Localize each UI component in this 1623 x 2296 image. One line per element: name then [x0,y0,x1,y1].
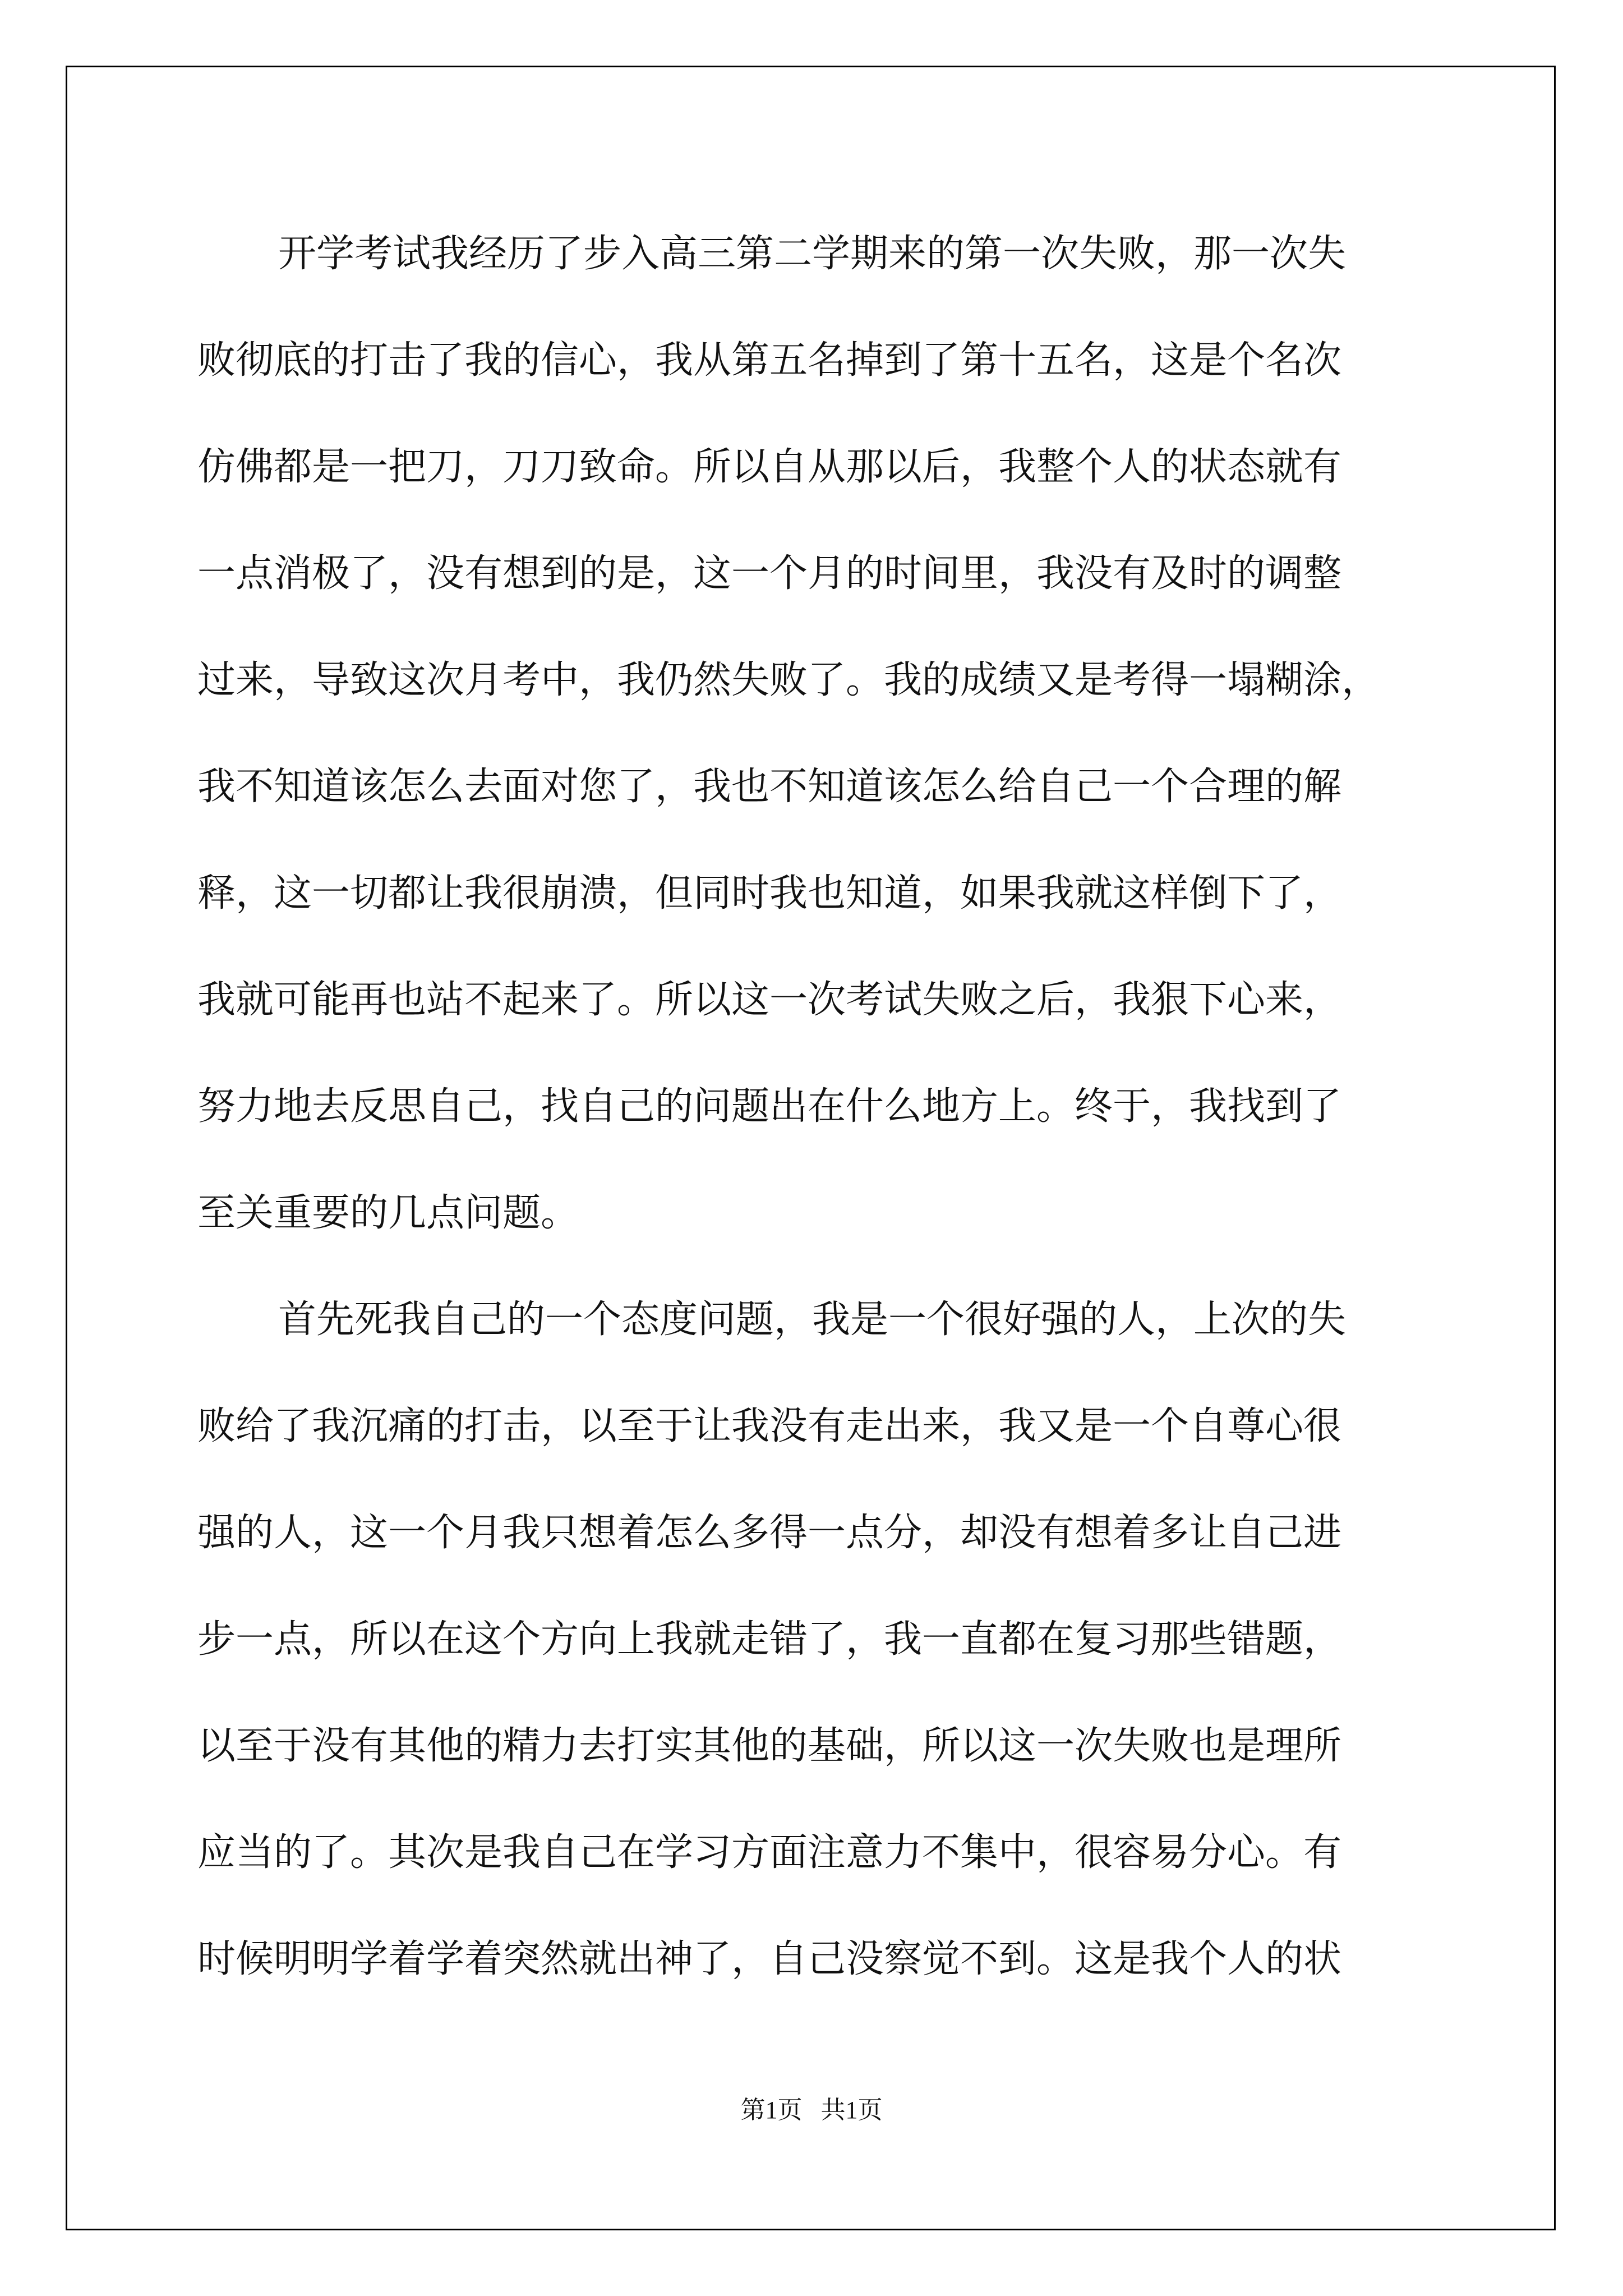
text-line: 我不知道该怎么去面对您了，我也不知道该怎么给自己一个合理的解 [197,765,1342,809]
text-line: 仿佛都是一把刀，刀刀致命。所以自从那以后，我整个人的状态就有 [197,445,1342,489]
paragraph-1 [197,201,1454,1267]
text-line: 以至于没有其他的精力去打实其他的基础，所以这一次失败也是理所 [197,1724,1342,1768]
paragraph-2 [197,1267,1454,2013]
text-line: 首先死我自己的一个态度问题，我是一个很好强的人，上次的失 [278,1297,1347,1342]
text-line: 强的人，这一个月我只想着怎么多得一点分，却没有想着多让自己进 [197,1511,1342,1555]
text-line: 时候明明学着学着突然就出神了，自己没察觉不到。这是我个人的状 [197,1937,1342,1981]
text-line: 败给了我沉痛的打击，以至于让我没有走出来，我又是一个自尊心很 [197,1404,1342,1448]
page-number-footer: 第1页 共1页 [740,2096,883,2124]
text-line: 我就可能再也站不起来了。所以这一次考试失败之后，我狠下心来， [197,978,1342,1022]
text-line: 至关重要的几点问题。 [197,1191,579,1235]
text-line: 应当的了。其次是我自己在学习方面注意力不集中，很容易分心。有 [197,1830,1342,1875]
text-line: 努力地去反思自己，找自己的问题出在什么地方上。终于，我找到了 [197,1084,1342,1129]
text-line: 步一点，所以在这个方向上我就走错了，我一直都在复习那些错题， [197,1617,1342,1662]
text-line: 一点消极了，没有想到的是，这一个月的时间里，我没有及时的调整 [197,551,1342,596]
text-line: 败彻底的打击了我的信心，我从第五名掉到了第十五名，这是个名次 [197,338,1342,383]
text-line: 释，这一切都让我很崩溃，但同时我也知道，如果我就这样倒下了， [197,871,1342,915]
document-body [197,201,1454,2013]
text-line: 过来，导致这次月考中，我仍然失败了。我的成绩又是考得一塌糊涂， [197,658,1380,702]
text-line: 开学考试我经历了步入高三第二学期来的第一次失败，那一次失 [278,232,1347,276]
